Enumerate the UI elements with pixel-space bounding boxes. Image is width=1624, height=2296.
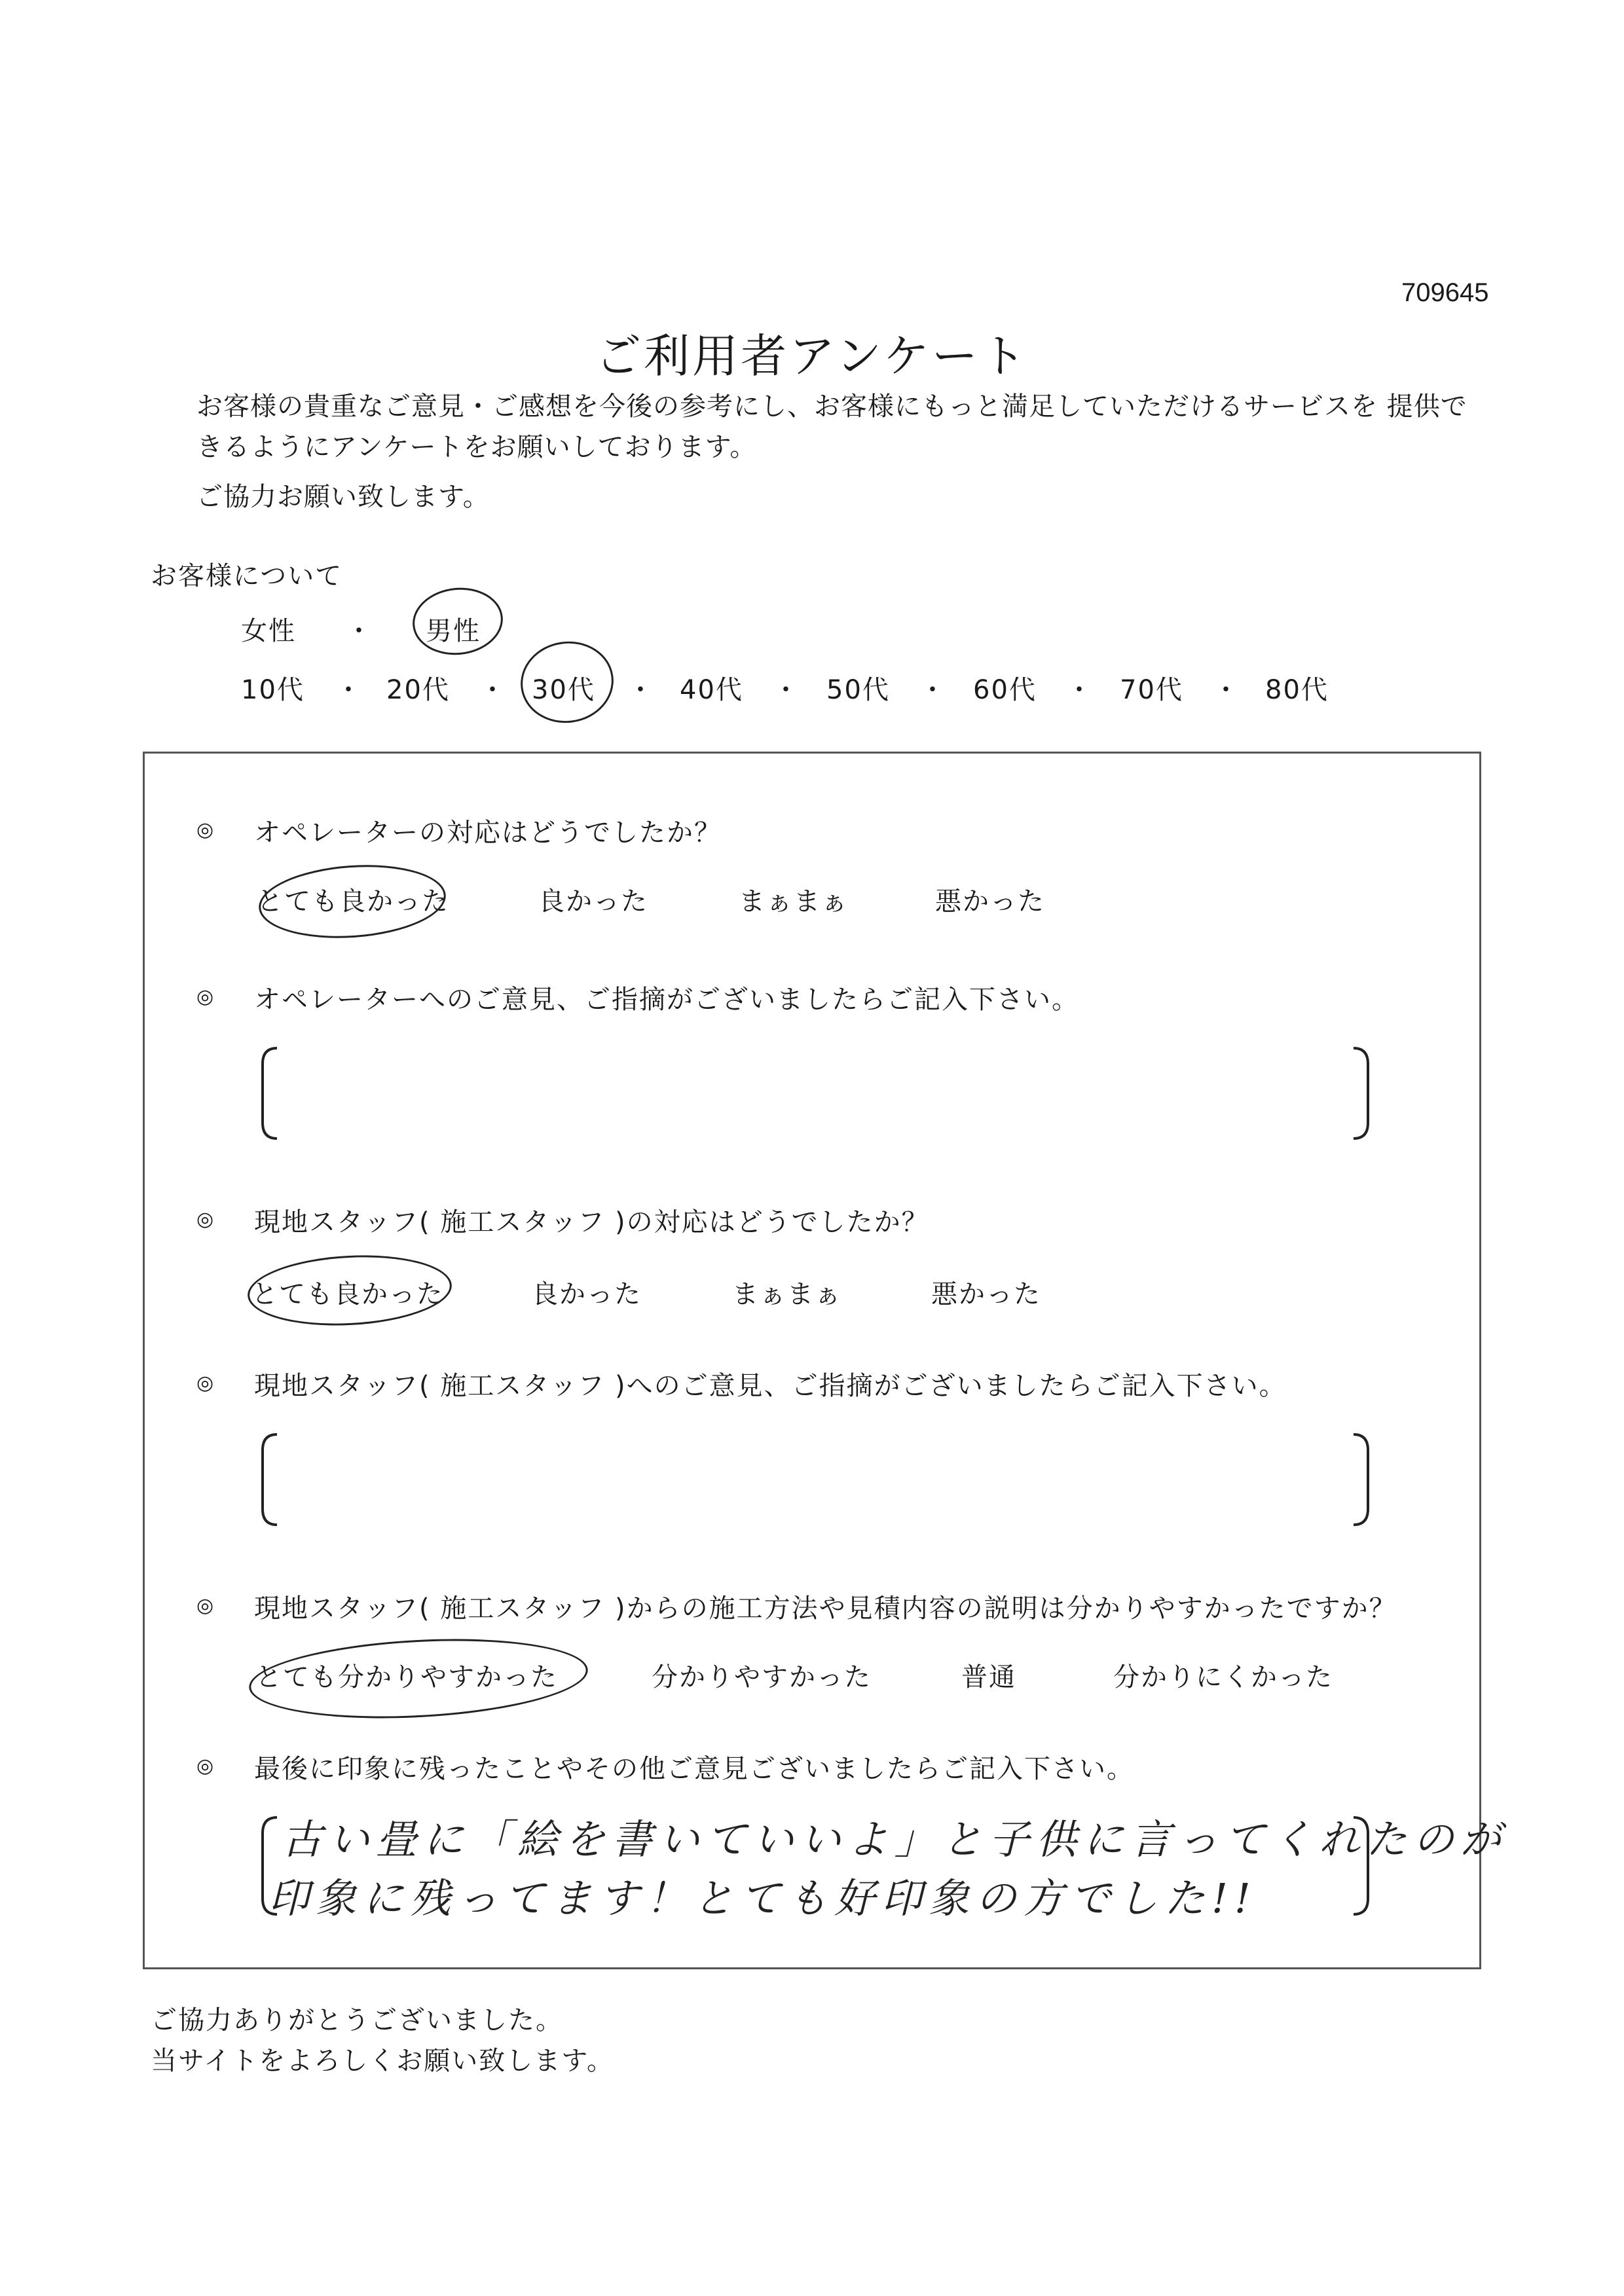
q6-answer-line-1: 古い畳に「絵を書いていいよ」と子供に言ってくれたのが [282, 1815, 1508, 1863]
footer-line-1: ご協力ありがとうございました。 [151, 2005, 563, 2035]
gender-separator: ・ [346, 616, 373, 646]
age-separator: ・ [1213, 675, 1240, 705]
q3-option-good[interactable]: 良かった [532, 1279, 642, 1309]
q6-text: 最後に印象に残ったことやその他ご意見ございましたらご記入下さい。 [254, 1754, 1134, 1784]
age-option-80s[interactable]: 80代 [1265, 675, 1329, 705]
age-option-50s[interactable]: 50代 [826, 675, 890, 705]
intro-line-1: お客様の貴重なご意見・ご感想を今後の参考にし、お客様にもっと満足していただけるサービスを 提供で [196, 392, 1467, 422]
gender-selected-circle [409, 583, 506, 659]
q5-option-clear[interactable]: 分かりやすかった [652, 1662, 872, 1692]
q2-text: オペレーターへのご意見、ご指摘がございましたらご記入下さい。 [254, 985, 1079, 1015]
age-option-40s[interactable]: 40代 [680, 675, 743, 705]
document-id: 709645 [1401, 278, 1489, 307]
age-selected-circle [515, 636, 619, 729]
q1-option-average[interactable]: まぁまぁ [739, 886, 849, 917]
q4-answer-area[interactable] [259, 1430, 1372, 1531]
q4-text: 現地スタッフ( 施工スタッフ )へのご意見、ご指摘がございましたらご記入下さい。 [254, 1371, 1287, 1401]
q5-option-unclear[interactable]: 分かりにくかった [1113, 1662, 1333, 1692]
age-separator: ・ [1066, 675, 1094, 705]
age-separator: ・ [773, 675, 800, 705]
age-option-30s[interactable]: 30代 [532, 675, 595, 705]
q3-option-bad[interactable]: 悪かった [931, 1279, 1041, 1309]
page-title: ご利用者アンケート [595, 329, 1029, 383]
q3-option-very-good[interactable]: とても良かった [251, 1279, 444, 1309]
q3-text: 現地スタッフ( 施工スタッフ )の対応はどうでしたか？ [254, 1207, 929, 1237]
q6-answer-line-2: 印象に残ってます！とても好印象の方でした!! [268, 1874, 1257, 1922]
q5-option-very-clear[interactable]: とても分かりやすかった [255, 1662, 558, 1692]
q1-option-very-good[interactable]: とても良かった [257, 886, 449, 917]
gender-option-male[interactable]: 男性 [426, 616, 481, 646]
age-separator: ・ [919, 675, 947, 705]
age-option-70s[interactable]: 70代 [1120, 675, 1183, 705]
gender-option-female[interactable]: 女性 [241, 616, 296, 646]
age-option-60s[interactable]: 60代 [973, 675, 1037, 705]
age-separator: ・ [335, 675, 363, 705]
age-separator: ・ [479, 675, 507, 705]
q1-option-bad[interactable]: 悪かった [935, 886, 1045, 917]
q3-option-average[interactable]: まぁまぁ [732, 1279, 842, 1309]
question-mark-icon: ◎ [196, 985, 214, 1008]
question-mark-icon: ◎ [196, 818, 214, 841]
q1-option-good[interactable]: 良かった [538, 886, 648, 917]
question-mark-icon: ◎ [196, 1594, 214, 1617]
q5-text: 現地スタッフ( 施工スタッフ )からの施工方法や見積内容の説明は分かりやすかったですか？ [254, 1594, 1397, 1624]
question-mark-icon: ◎ [196, 1208, 214, 1231]
intro-line-2: きるようにアンケートをお願いしております。 [196, 432, 757, 462]
footer-line-2: 当サイトをよろしくお願い致します。 [151, 2046, 614, 2076]
intro-text [196, 386, 1506, 517]
age-option-10s[interactable]: 10代 [241, 675, 304, 705]
q5-option-normal[interactable]: 普通 [961, 1662, 1016, 1692]
question-mark-icon: ◎ [196, 1372, 214, 1394]
question-mark-icon: ◎ [196, 1755, 214, 1777]
age-option-20s[interactable]: 20代 [386, 675, 450, 705]
age-separator: ・ [627, 675, 655, 705]
q1-text: オペレーターの対応はどうでしたか？ [254, 818, 722, 848]
footer [151, 2000, 614, 2081]
q2-answer-area[interactable] [259, 1044, 1372, 1145]
customer-heading: お客様について [151, 561, 343, 591]
intro-line-3: ご協力お願い致します。 [196, 482, 490, 512]
